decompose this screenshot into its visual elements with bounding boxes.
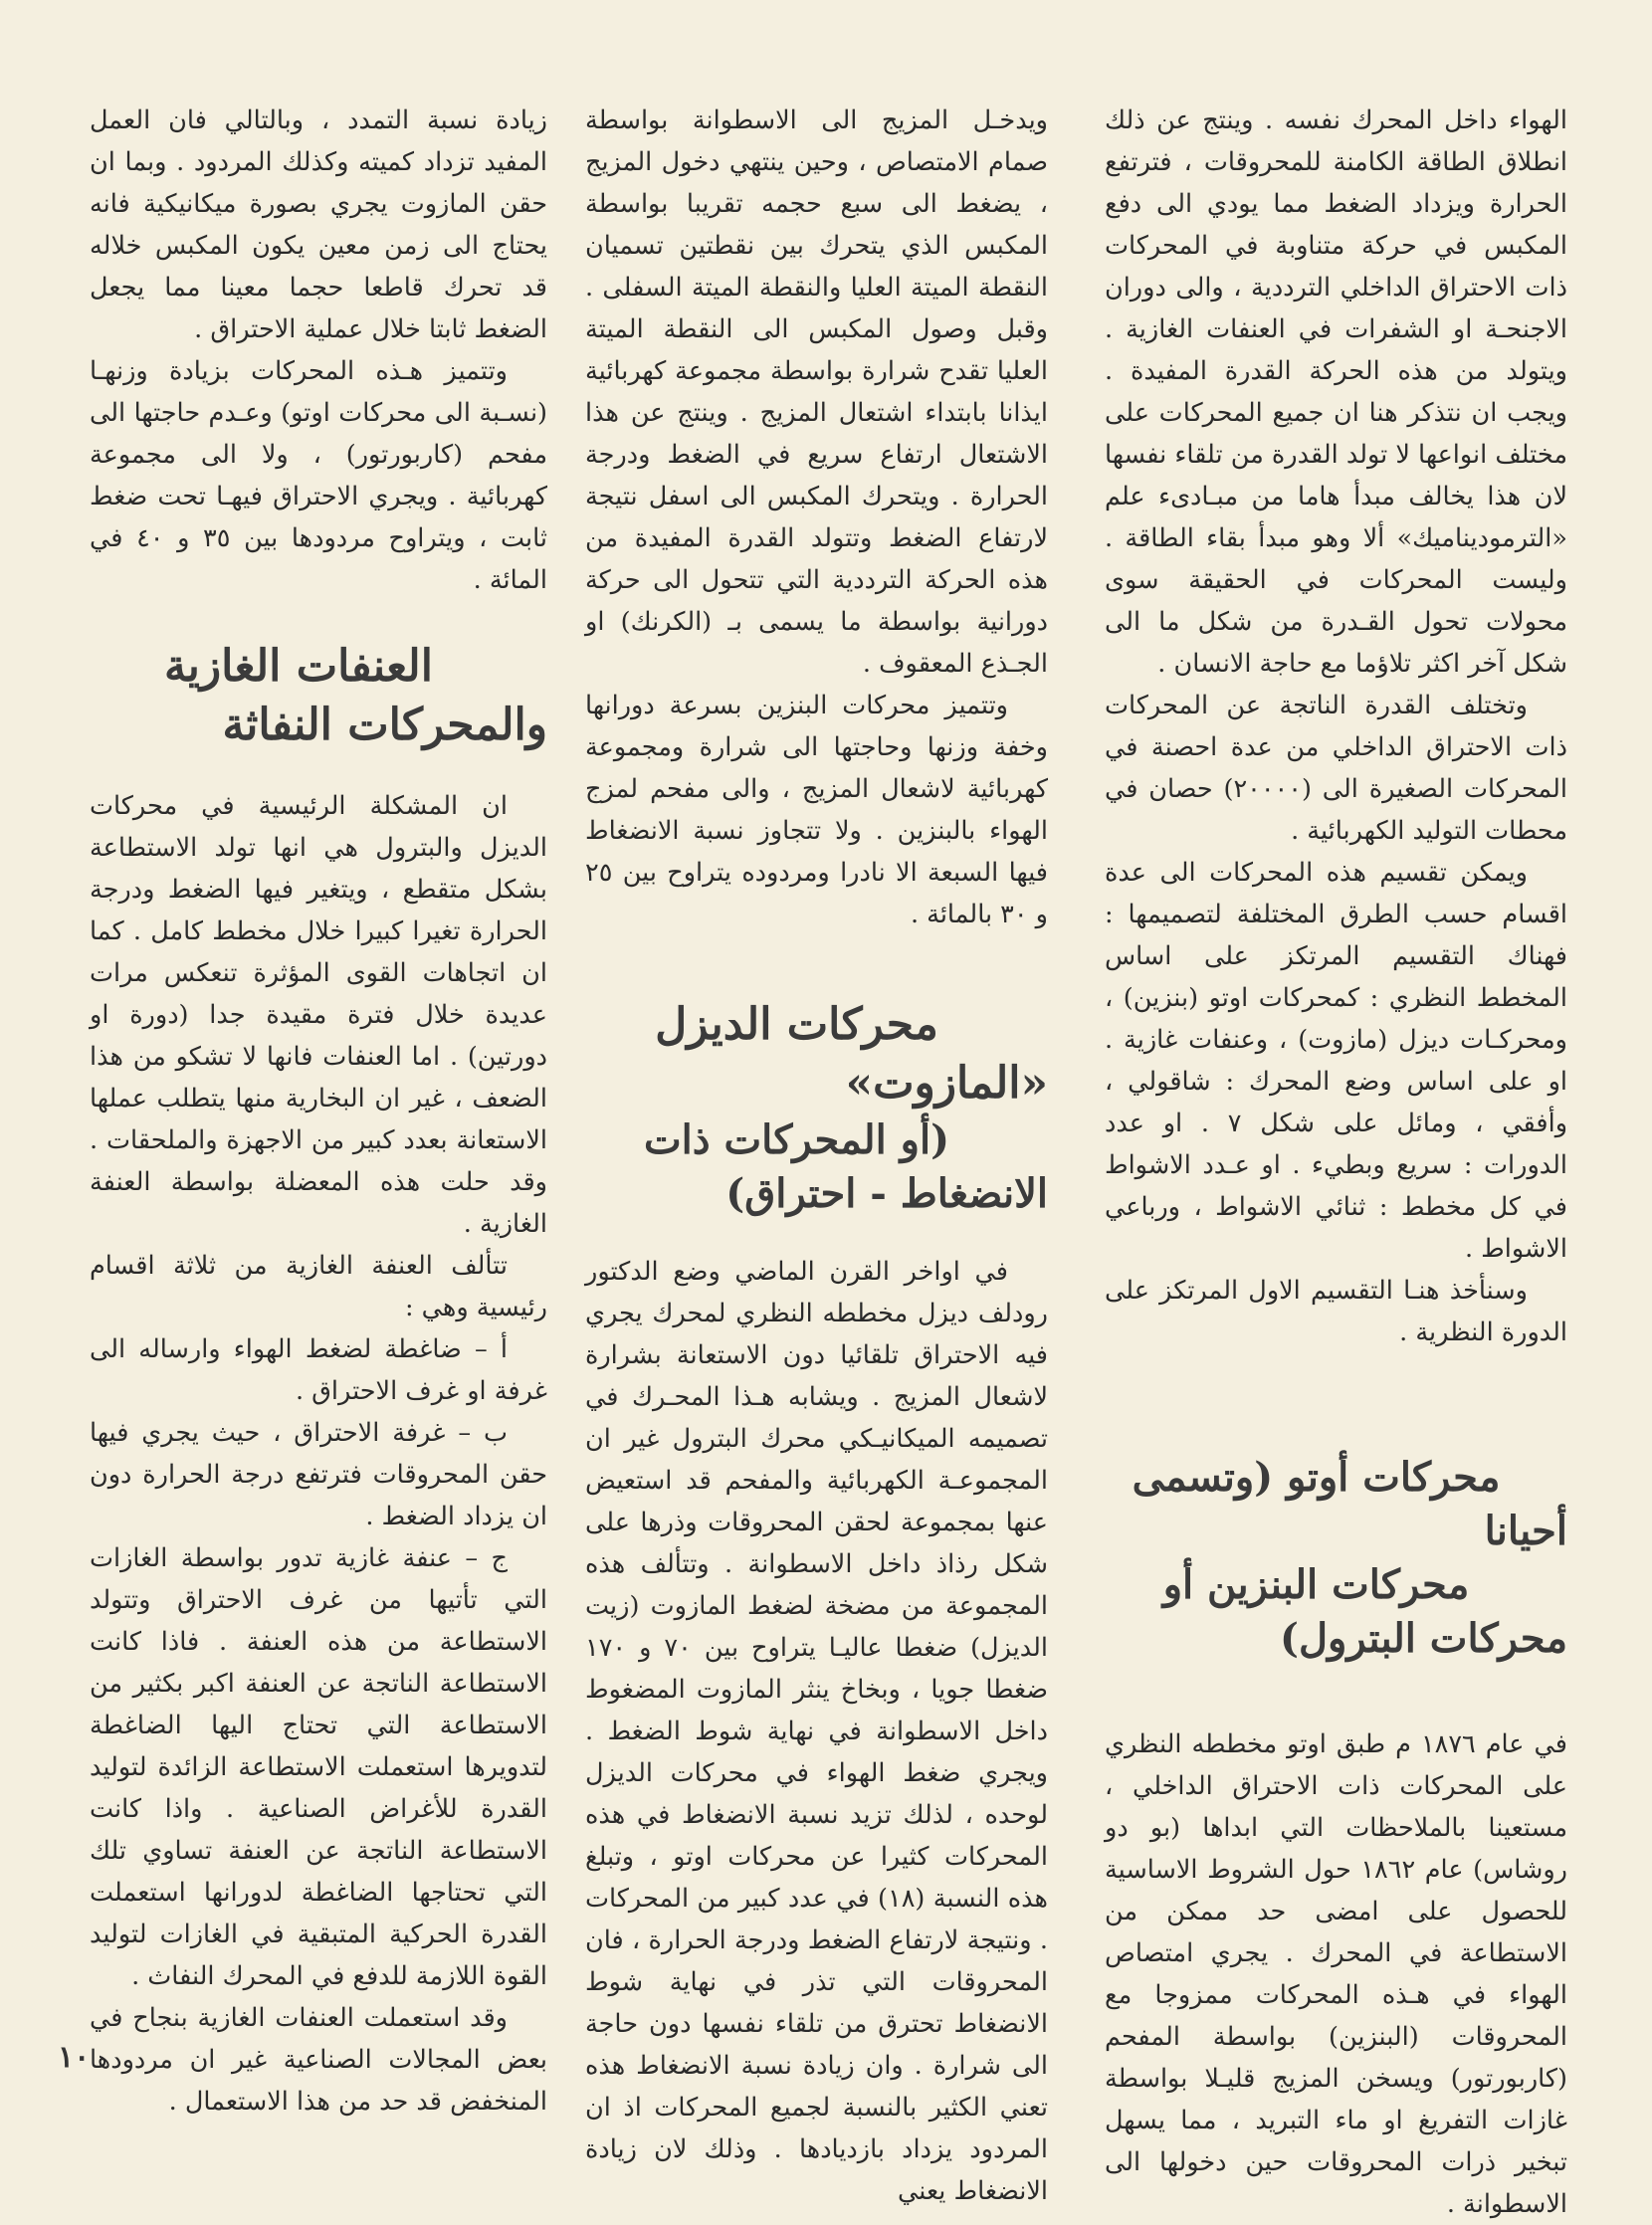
- paragraph: وتختلف القدرة الناتجة عن المحركات ذات الاحتراق الداخلي من عدة احصنة في المحركات الصغيرة الى (٢٠٠٠٠) حصان في محطات التوليد الكهربائية .: [1105, 691, 1567, 846]
- page-number: ١٠: [58, 2040, 91, 2075]
- heading-line: محركات أوتو (وتسمى أحيانا: [1132, 1454, 1567, 1554]
- right-column: [1105, 100, 1567, 2225]
- spacer: [90, 755, 547, 785]
- paragraph: ان المشكلة الرئيسية في محركات الديزل والبترول هي انها تولد الاستطاعة بشكل متقطع ، ويتغير فيها الضغط ودرجة الحرارة تغيرا كبيرا خلال مخطط كامل . كما ان اتجاهات القوى المؤثرة تنعكس مرات عديدة خلال فترة مقيدة جدا (دورة او دورتين) . اما العنفات فانها لا تشكو من هذا الضعف ، غير ان البخارية منها يتطلب عملها الاستعانة بعدد كبير من الاجهزة والملحقات . وقد حلت هذه المعضلة بواسطة العنفة الغازية .: [90, 790, 547, 1239]
- paragraph: في اواخر القرن الماضي وضع الدكتور رودلف ديزل مخططه النظري لمحرك يجري فيه الاحتراق تلقائيا دون الاستعانة بشرارة لاشعال المزيج . ويشابه هـذا المحـرك في تصميمه الميكانيـكي محرك البترول غير ان المجموعـة الكهربائية والمفحم قد استعيض عنها بمجموعة لحقن المحروقات وذرها على شكل رذاذ داخل الاسطوانة . وتتألف هذه المجموعة من مضخة لضغط المازوت (زيت الديزل) ضغطا عاليـا يتراوح بين ٧٠ و ١٧٠ ضغطا جويا ، وبخاخ ينثر المازوت المضغوط داخل الاسطوانة في نهاية شوط الضغط . ويجري ضغط الهواء في محركات الديزل لوحده ، لذلك تزيد نسبة الانضغاط في هذه المحركات كثيرا عن محركات اوتو ، وتبلغ هذه النسبة (١٨) في عدد كبير من المحركات . ونتيجة لارتفاع الضغط ودرجة الحرارة ، فان المحروقات التي تذر في نهاية شوط الانضغاط تحترق من تلقاء نفسها دون حاجة الى شرارة . وان زيادة نسبة الانضغاط هذه تعني الكثير بالنسبة لجميع المحركات اذ ان المردود يزداد بازديادها . وذلك لان زيادة الانضغاط يعني: [585, 1256, 1048, 2206]
- left-column: [90, 100, 547, 2123]
- list-item: أ – ضاغطة لضغط الهواء وارساله الى غرفة او غرف الاحتراق .: [90, 1333, 547, 1406]
- paragraph: وقد استعملت العنفات الغازية بنجاح في بعض المجالات الصناعية غير ان مردودها المنخفض قد حد من هذا الاستعمال .: [90, 2002, 547, 2117]
- paragraph: ويمكن تقسيم هذه المحركات الى عدة اقسام حسب الطرق المختلفة لتصميمها : فهناك التقسيم المرتكز على اساس المخطط النظري : كمحركات اوتو (بنزين) ، ومحركـات ديزل (مازوت) ، وعنفات غازية . او على اساس وضع المحرك : شاقولي ، وأفقي ، ومائل على شكل ٧ . او عدد الدورات : سريع وبطيء . او عـدد الاشواط في كل مخطط : ثنائي الاشواط ، ورباعي الاشواط .: [1105, 858, 1568, 1264]
- middle-column: [585, 100, 1048, 2212]
- spacer: [1105, 1666, 1567, 1723]
- paragraph: زيادة نسبة التمدد ، وبالتالي فان العمل المفيد تزداد كميته وكذلك المردود . وبما ان حقن المازوت يجري بصورة ميكانيكية فانه يحتاج الى زمن معين يكون المكبس خلاله قد تحرك قاطعا حجما معينا مما يجعل الضغط ثابتا خلال عملية الاحتراق .: [90, 105, 547, 344]
- paragraph: ويدخـل المزيج الى الاسطوانة بواسطة صمام الامتصاص ، وحين ينتهي دخول المزيج ، يضغط الى سبع حجمه تقريبا بواسطة المكبس الذي يتحرك بين نقطتين تسميان النقطة الميتة العليا والنقطة الميتة السفلى . وقبل وصول المكبس الى النقطة الميتة العليا تقدح شرارة بواسطة مجموعة كهربائية ايذانا بابتداء اشتعال المزيج . وينتج عن هذا الاشتعال ارتفاع سريع في الضغط ودرجة الحرارة . ويتحرك المكبس الى اسفل نتيجة لارتفاع الضغط وتتولد القدرة المفيدة من هذه الحركة الترددية التي تتحول الى حركة دورانية بواسطة ما يسمى بـ (الكرنك) او الجـذع المعقوف .: [585, 105, 1048, 679]
- spacer: [585, 935, 1048, 995]
- paragraph: وسنأخذ هنـا التقسيم الاول المرتكز على الدورة النظرية .: [1105, 1276, 1567, 1347]
- paragraph: وتتميز محركات البنزين بسرعة دورانها وخفة وزنها وحاجتها الى شرارة ومجموعة كهربائية لاشعال المزيج ، والى مفحم لمزج الهواء بالبنزين . ولا تتجاوز نسبة الانضغاط فيها السبعة الا نادرا ومردوده يتراوح بين ٢٥ و ٣٠ بالمائة .: [585, 691, 1048, 929]
- paragraph: تتألف العنفة الغازية من ثلاثة اقسام رئيسية وهي :: [90, 1250, 547, 1322]
- section-heading-diesel: [585, 995, 1048, 1221]
- list-item: ج – عنفة غازية تدور بواسطة الغازات التي تأتيها من غرف الاحتراق وتتولد الاستطاعة من هذه العنفة . فاذا كانت الاستطاعة الناتجة عن العنفة اكبر بكثير من الاستطاعة التي تحتاج اليها الضاغطة لتدويرها استعملت الاستطاعة الزائدة لتوليد القدرة للأغراض الصناعية . واذا كانت الاستطاعة الناتجة عن العنفة تساوي تلك التي تحتاجها الضاغطة لدورانها استعملت القدرة الحركية المتبقية في الغازات لتوليد القوة اللازمة للدفع في المحرك النفاث .: [90, 1542, 547, 1991]
- paragraph: في عام ١٨٧٦ م طبق اوتو مخططه النظري على المحركات ذات الاحتراق الداخلي ، مستعينا بالملاحظات التي ابداها (بو دو روشاس) عام ١٨٦٢ حول الشروط الاساسية للحصول على امضى حد ممكن من الاستطاعة في المحرك . يجري امتصاص الهواء في هـذه المحركات ممزوجا مع المحروقات (البنزين) بواسطة المفحم (كاربورتور) ويسخن المزيج قليـلا بواسطة غازات التفريغ او ماء التبريد ، مما يسهل تبخير ذرات المحروقات حين دخولها الى الاسطوانة .: [1105, 1729, 1567, 2219]
- list-item: ب – غرفة الاحتراق ، حيث يجري فيها حقن المحروقات فترتفع درجة الحرارة دون ان يزداد الضغط .: [90, 1417, 547, 1531]
- heading-line: محركات البنزين أو محركات البترول): [1162, 1561, 1567, 1662]
- spacer: [585, 1221, 1048, 1251]
- heading-line: محركات الديزل «المازوت»: [655, 999, 1048, 1110]
- paragraph: وتتميز هـذه المحركات بزيادة وزنهـا (نسـبة الى محركات اوتو) وعـدم حاجتها الى مفحم (كاربورتور) ، ولا الى مجموعة كهربائية . ويجري الاحتراق فيهـا تحت ضغط ثابت ، ويتراوح مردودها بين ٣٥ و ٤٠ في المائة .: [90, 356, 547, 595]
- heading-line: (أو المحركات ذات الانضغاط - احتراق): [644, 1115, 1048, 1217]
- paragraph: الهواء داخل المحرك نفسه . وينتج عن ذلك انطلاق الطاقة الكامنة للمحروقات ، فترتفع الحرارة ويزداد الضغط مما يودي الى دفع المكبس في حركة متناوبة في المحركات ذات الاحتراق الداخلي الترددية ، والى دوران الاجنحـة او الشفرات في العنفات الغازية . ويتولد من هذه الحركة القدرة المفيدة . ويجب ان نتذكر هنا ان جميع المحركات على مختلف انواعها لا تولد القدرة من تلقاء نفسها لان هذا يخالف مبدأ هاما من مبـادىء علم «الترموديناميك» ألا وهو مبدأ بقاء الطاقة . وليست المحركات في الحقيقة سوى محولات تحول القـدرة من شكل ما الى شكل آخر اكثر تلاؤما مع حاجة الانسان .: [1105, 105, 1567, 679]
- section-heading-gas-turbines: العنفات الغازية والمحركات النفاثة: [164, 641, 547, 751]
- spacer: [1105, 1353, 1567, 1451]
- section-heading-otto: [1105, 1451, 1567, 1666]
- spacer: [90, 601, 547, 637]
